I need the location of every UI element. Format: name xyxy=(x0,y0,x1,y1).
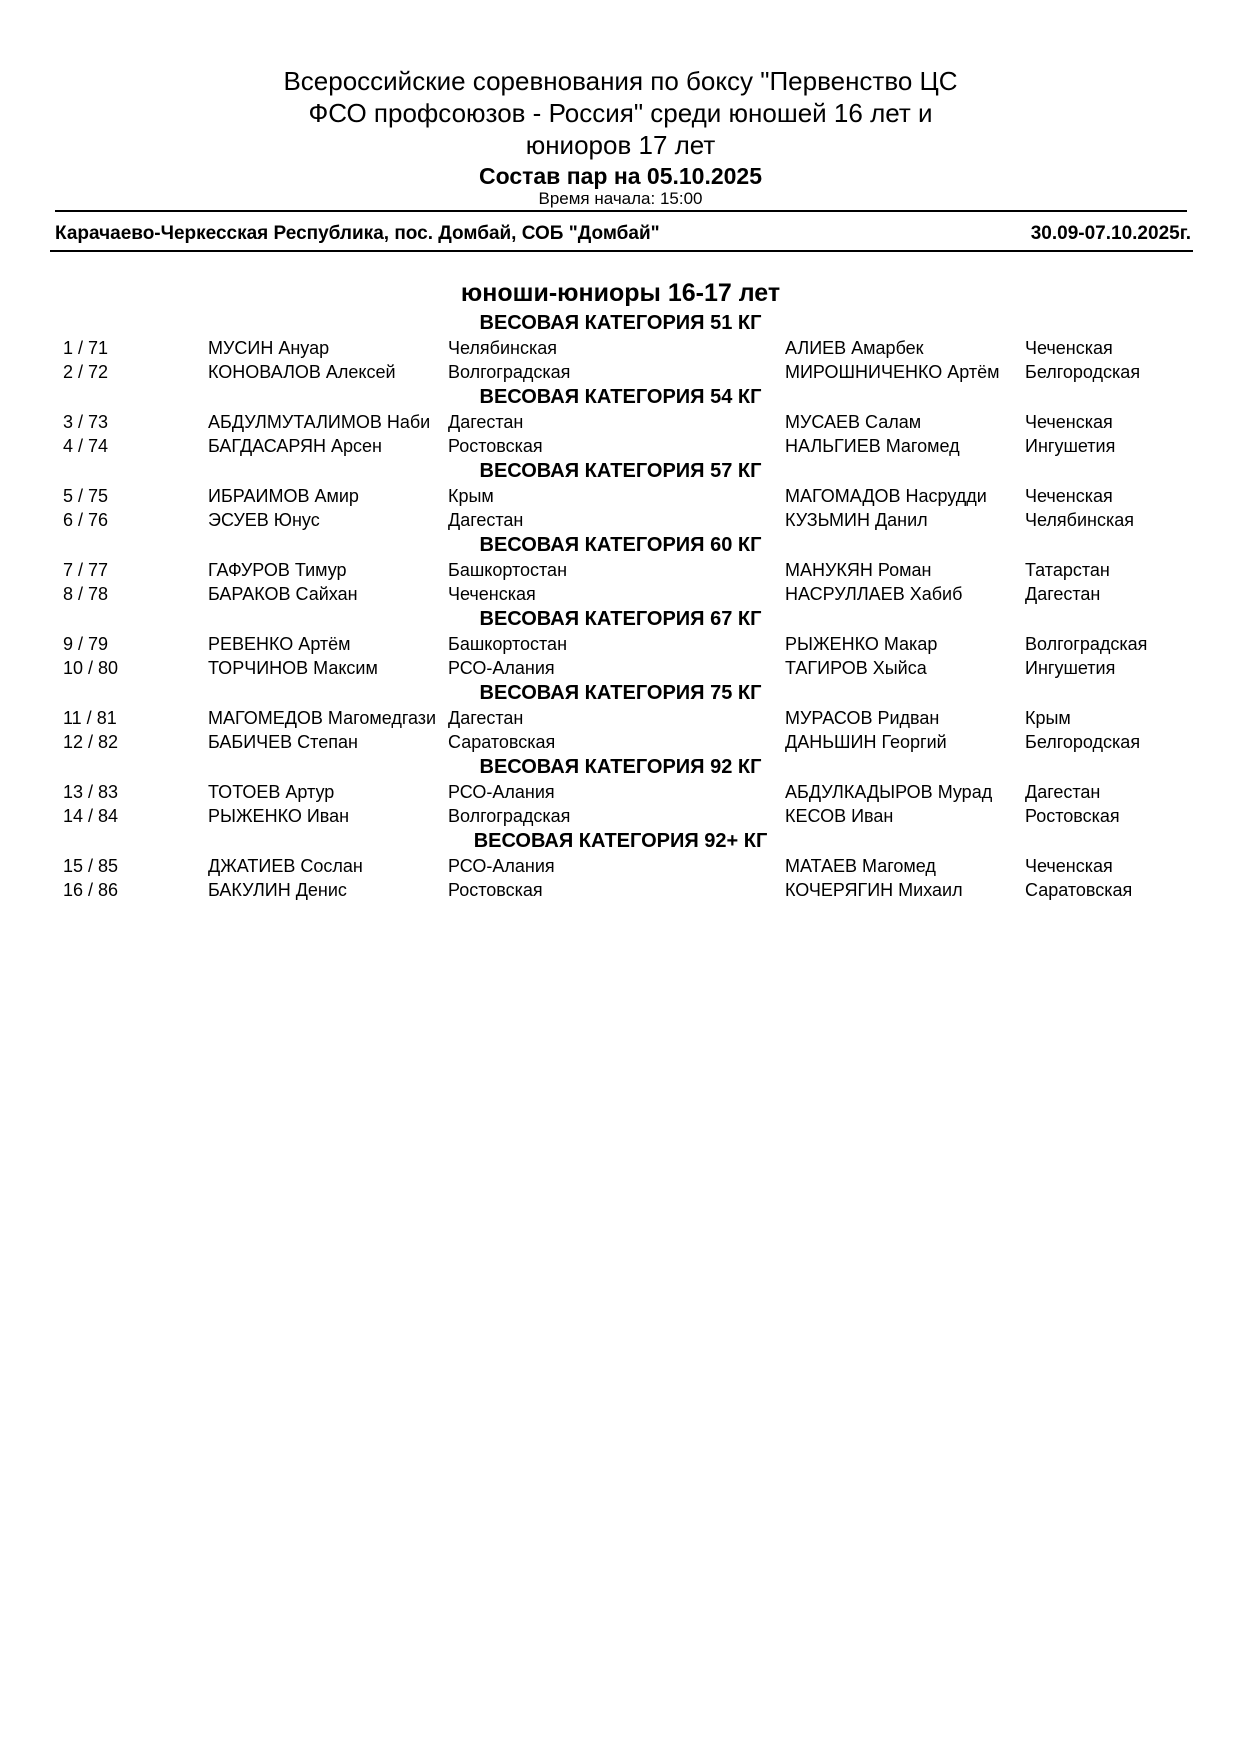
header-divider-bottom xyxy=(50,250,1193,252)
boxer-red-name: МУСИН Ануар xyxy=(208,338,330,358)
bout-row xyxy=(0,854,1241,878)
bout-number: 13 / 83 xyxy=(63,782,119,802)
document-title xyxy=(0,65,1241,161)
title-line: Всероссийские соревнования по боксу "Первенство ЦС xyxy=(283,66,958,96)
boxer-red-region: Башкортостан xyxy=(448,560,568,580)
boxer-red-region: Дагестан xyxy=(448,708,524,728)
boxer-red-name: ДЖАТИЕВ Сослан xyxy=(208,856,363,876)
bout-row xyxy=(0,484,1241,508)
boxer-red-region: Дагестан xyxy=(448,412,524,432)
boxer-red-region: Дагестан xyxy=(448,510,524,530)
boxer-blue-name: КОЧЕРЯГИН Михаил xyxy=(785,880,963,900)
boxer-blue-name: ТАГИРОВ Хыйса xyxy=(785,658,927,678)
title-line: юниоров 17 лет xyxy=(525,130,716,160)
bout-number: 5 / 75 xyxy=(63,486,109,506)
bout-row xyxy=(0,434,1241,458)
boxer-red-name: БАКУЛИН Денис xyxy=(208,880,347,900)
weight-category xyxy=(0,606,1241,680)
venue: Карачаево-Черкесская Республика, пос. Домбай, СОБ "Домбай" xyxy=(55,223,660,244)
weight-category xyxy=(0,384,1241,458)
boxer-blue-name: АЛИЕВ Амарбек xyxy=(785,338,924,358)
bout-row xyxy=(0,360,1241,384)
bout-number: 10 / 80 xyxy=(63,658,119,678)
boxer-red-name: РЫЖЕНКО Иван xyxy=(208,806,350,826)
weight-category-heading: ВЕСОВАЯ КАТЕГОРИЯ 67 КГ xyxy=(479,608,762,630)
boxer-blue-region: Белгородская xyxy=(1025,362,1141,382)
bout-row xyxy=(0,508,1241,532)
weight-category-heading: ВЕСОВАЯ КАТЕГОРИЯ 92+ КГ xyxy=(473,830,768,852)
boxer-blue-region: Ингушетия xyxy=(1025,436,1116,456)
weight-category-heading: ВЕСОВАЯ КАТЕГОРИЯ 92 КГ xyxy=(479,756,762,778)
bout-row xyxy=(0,558,1241,582)
boxer-blue-region: Волгоградская xyxy=(1025,634,1148,654)
boxer-red-region: Чеченская xyxy=(448,584,536,604)
boxer-red-region: РСО-Алания xyxy=(448,782,555,802)
boxer-blue-region: Челябинская xyxy=(1025,510,1134,530)
bout-number: 16 / 86 xyxy=(63,880,119,900)
weight-category xyxy=(0,754,1241,828)
bout-number: 15 / 85 xyxy=(63,856,119,876)
boxer-blue-name: КЕСОВ Иван xyxy=(785,806,894,826)
boxer-red-region: Ростовская xyxy=(448,880,543,900)
boxer-red-name: ИБРАИМОВ Амир xyxy=(208,486,359,506)
boxer-blue-region: Чеченская xyxy=(1025,486,1113,506)
boxer-red-region: РСО-Алания xyxy=(448,658,555,678)
boxer-red-name: МАГОМЕДОВ Магомедгази xyxy=(208,708,437,728)
weight-category-heading: ВЕСОВАЯ КАТЕГОРИЯ 60 КГ xyxy=(479,534,762,556)
bout-row xyxy=(0,780,1241,804)
boxer-red-region: Ростовская xyxy=(448,436,543,456)
boxer-red-name: БАРАКОВ Сайхан xyxy=(208,584,358,604)
bout-number: 7 / 77 xyxy=(63,560,109,580)
boxer-blue-name: АБДУЛКАДЫРОВ Мурад xyxy=(785,782,993,802)
bout-number: 11 / 81 xyxy=(63,708,117,728)
boxer-red-region: Волгоградская xyxy=(448,806,571,826)
boxer-red-region: Башкортостан xyxy=(448,634,568,654)
bout-number: 6 / 76 xyxy=(63,510,109,530)
bout-row xyxy=(0,582,1241,606)
boxer-blue-name: МАТАЕВ Магомед xyxy=(785,856,936,876)
weight-category xyxy=(0,310,1241,384)
boxer-red-name: БАГДАСАРЯН Арсен xyxy=(208,436,382,456)
weight-category-heading: ВЕСОВАЯ КАТЕГОРИЯ 57 КГ xyxy=(479,460,762,482)
bout-row xyxy=(0,878,1241,902)
bout-row xyxy=(0,730,1241,754)
start-time: Время начала: 15:00 xyxy=(538,189,703,208)
bout-number: 2 / 72 xyxy=(63,362,109,382)
boxer-red-region: Крым xyxy=(448,486,494,506)
boxer-red-region: Саратовская xyxy=(448,732,556,752)
title-line: ФСО профсоюзов - Россия" среди юношей 16 лет и xyxy=(308,98,933,128)
boxer-blue-region: Чеченская xyxy=(1025,338,1113,358)
boxer-red-name: ТОТОЕВ Артур xyxy=(208,782,335,802)
boxer-blue-name: МАНУКЯН Роман xyxy=(785,560,932,580)
weight-category-heading: ВЕСОВАЯ КАТЕГОРИЯ 54 КГ xyxy=(479,386,762,408)
boxer-blue-name: МИРОШНИЧЕНКО Артём xyxy=(785,362,1000,382)
weight-category xyxy=(0,458,1241,532)
event-dates: 30.09-07.10.2025г. xyxy=(1030,223,1191,244)
boxer-blue-name: МУРАСОВ Ридван xyxy=(785,708,940,728)
bout-row xyxy=(0,656,1241,680)
pairs-date-heading: Состав пар на 05.10.2025 xyxy=(478,163,763,189)
boxer-blue-region: Крым xyxy=(1025,708,1071,728)
bouts-list xyxy=(0,310,1241,902)
boxer-blue-region: Ростовская xyxy=(1025,806,1120,826)
age-group-title: юноши-юниоры 16-17 лет xyxy=(460,279,781,307)
boxer-red-region: Волгоградская xyxy=(448,362,571,382)
bout-row xyxy=(0,706,1241,730)
boxer-blue-name: МАГОМАДОВ Насрудди xyxy=(785,486,987,506)
boxer-blue-name: НАЛЬГИЕВ Магомед xyxy=(785,436,960,456)
header-divider-top xyxy=(55,210,1187,212)
bout-number: 9 / 79 xyxy=(63,634,109,654)
bout-row xyxy=(0,804,1241,828)
boxer-blue-region: Саратовская xyxy=(1025,880,1133,900)
boxer-blue-region: Ингушетия xyxy=(1025,658,1116,678)
boxer-blue-name: РЫЖЕНКО Макар xyxy=(785,634,938,654)
boxer-blue-name: ДАНЬШИН Георгий xyxy=(785,732,947,752)
boxer-red-name: ТОРЧИНОВ Максим xyxy=(208,658,378,678)
weight-category xyxy=(0,532,1241,606)
boxer-blue-name: МУСАЕВ Салам xyxy=(785,412,922,432)
boxer-blue-region: Дагестан xyxy=(1025,782,1101,802)
weight-category xyxy=(0,828,1241,902)
boxer-red-name: КОНОВАЛОВ Алексей xyxy=(208,362,396,382)
boxer-blue-name: НАСРУЛЛАЕВ Хабиб xyxy=(785,584,963,604)
boxer-red-name: РЕВЕНКО Артём xyxy=(208,634,351,654)
bout-number: 12 / 82 xyxy=(63,732,119,752)
weight-category xyxy=(0,680,1241,754)
bout-number: 8 / 78 xyxy=(63,584,109,604)
boxer-red-name: АБДУЛМУТАЛИМОВ Наби xyxy=(208,412,431,432)
boxer-blue-region: Белгородская xyxy=(1025,732,1141,752)
boxer-red-name: ЭСУЕВ Юнус xyxy=(208,510,320,530)
boxer-red-region: Челябинская xyxy=(448,338,557,358)
bout-row xyxy=(0,336,1241,360)
boxer-red-region: РСО-Алания xyxy=(448,856,555,876)
weight-category-heading: ВЕСОВАЯ КАТЕГОРИЯ 75 КГ xyxy=(479,682,762,704)
boxer-blue-region: Чеченская xyxy=(1025,412,1113,432)
bout-number: 3 / 73 xyxy=(63,412,109,432)
boxer-blue-region: Чеченская xyxy=(1025,856,1113,876)
bout-row xyxy=(0,410,1241,434)
boxer-red-name: ГАФУРОВ Тимур xyxy=(208,560,347,580)
weight-category-heading: ВЕСОВАЯ КАТЕГОРИЯ 51 КГ xyxy=(479,312,762,334)
boxer-blue-region: Татарстан xyxy=(1025,560,1110,580)
bout-row xyxy=(0,632,1241,656)
boxer-red-name: БАБИЧЕВ Степан xyxy=(208,732,358,752)
bout-number: 14 / 84 xyxy=(63,806,119,826)
boxer-blue-name: КУЗЬМИН Данил xyxy=(785,510,928,530)
boxer-blue-region: Дагестан xyxy=(1025,584,1101,604)
bout-number: 4 / 74 xyxy=(63,436,109,456)
bout-number: 1 / 71 xyxy=(63,338,109,358)
